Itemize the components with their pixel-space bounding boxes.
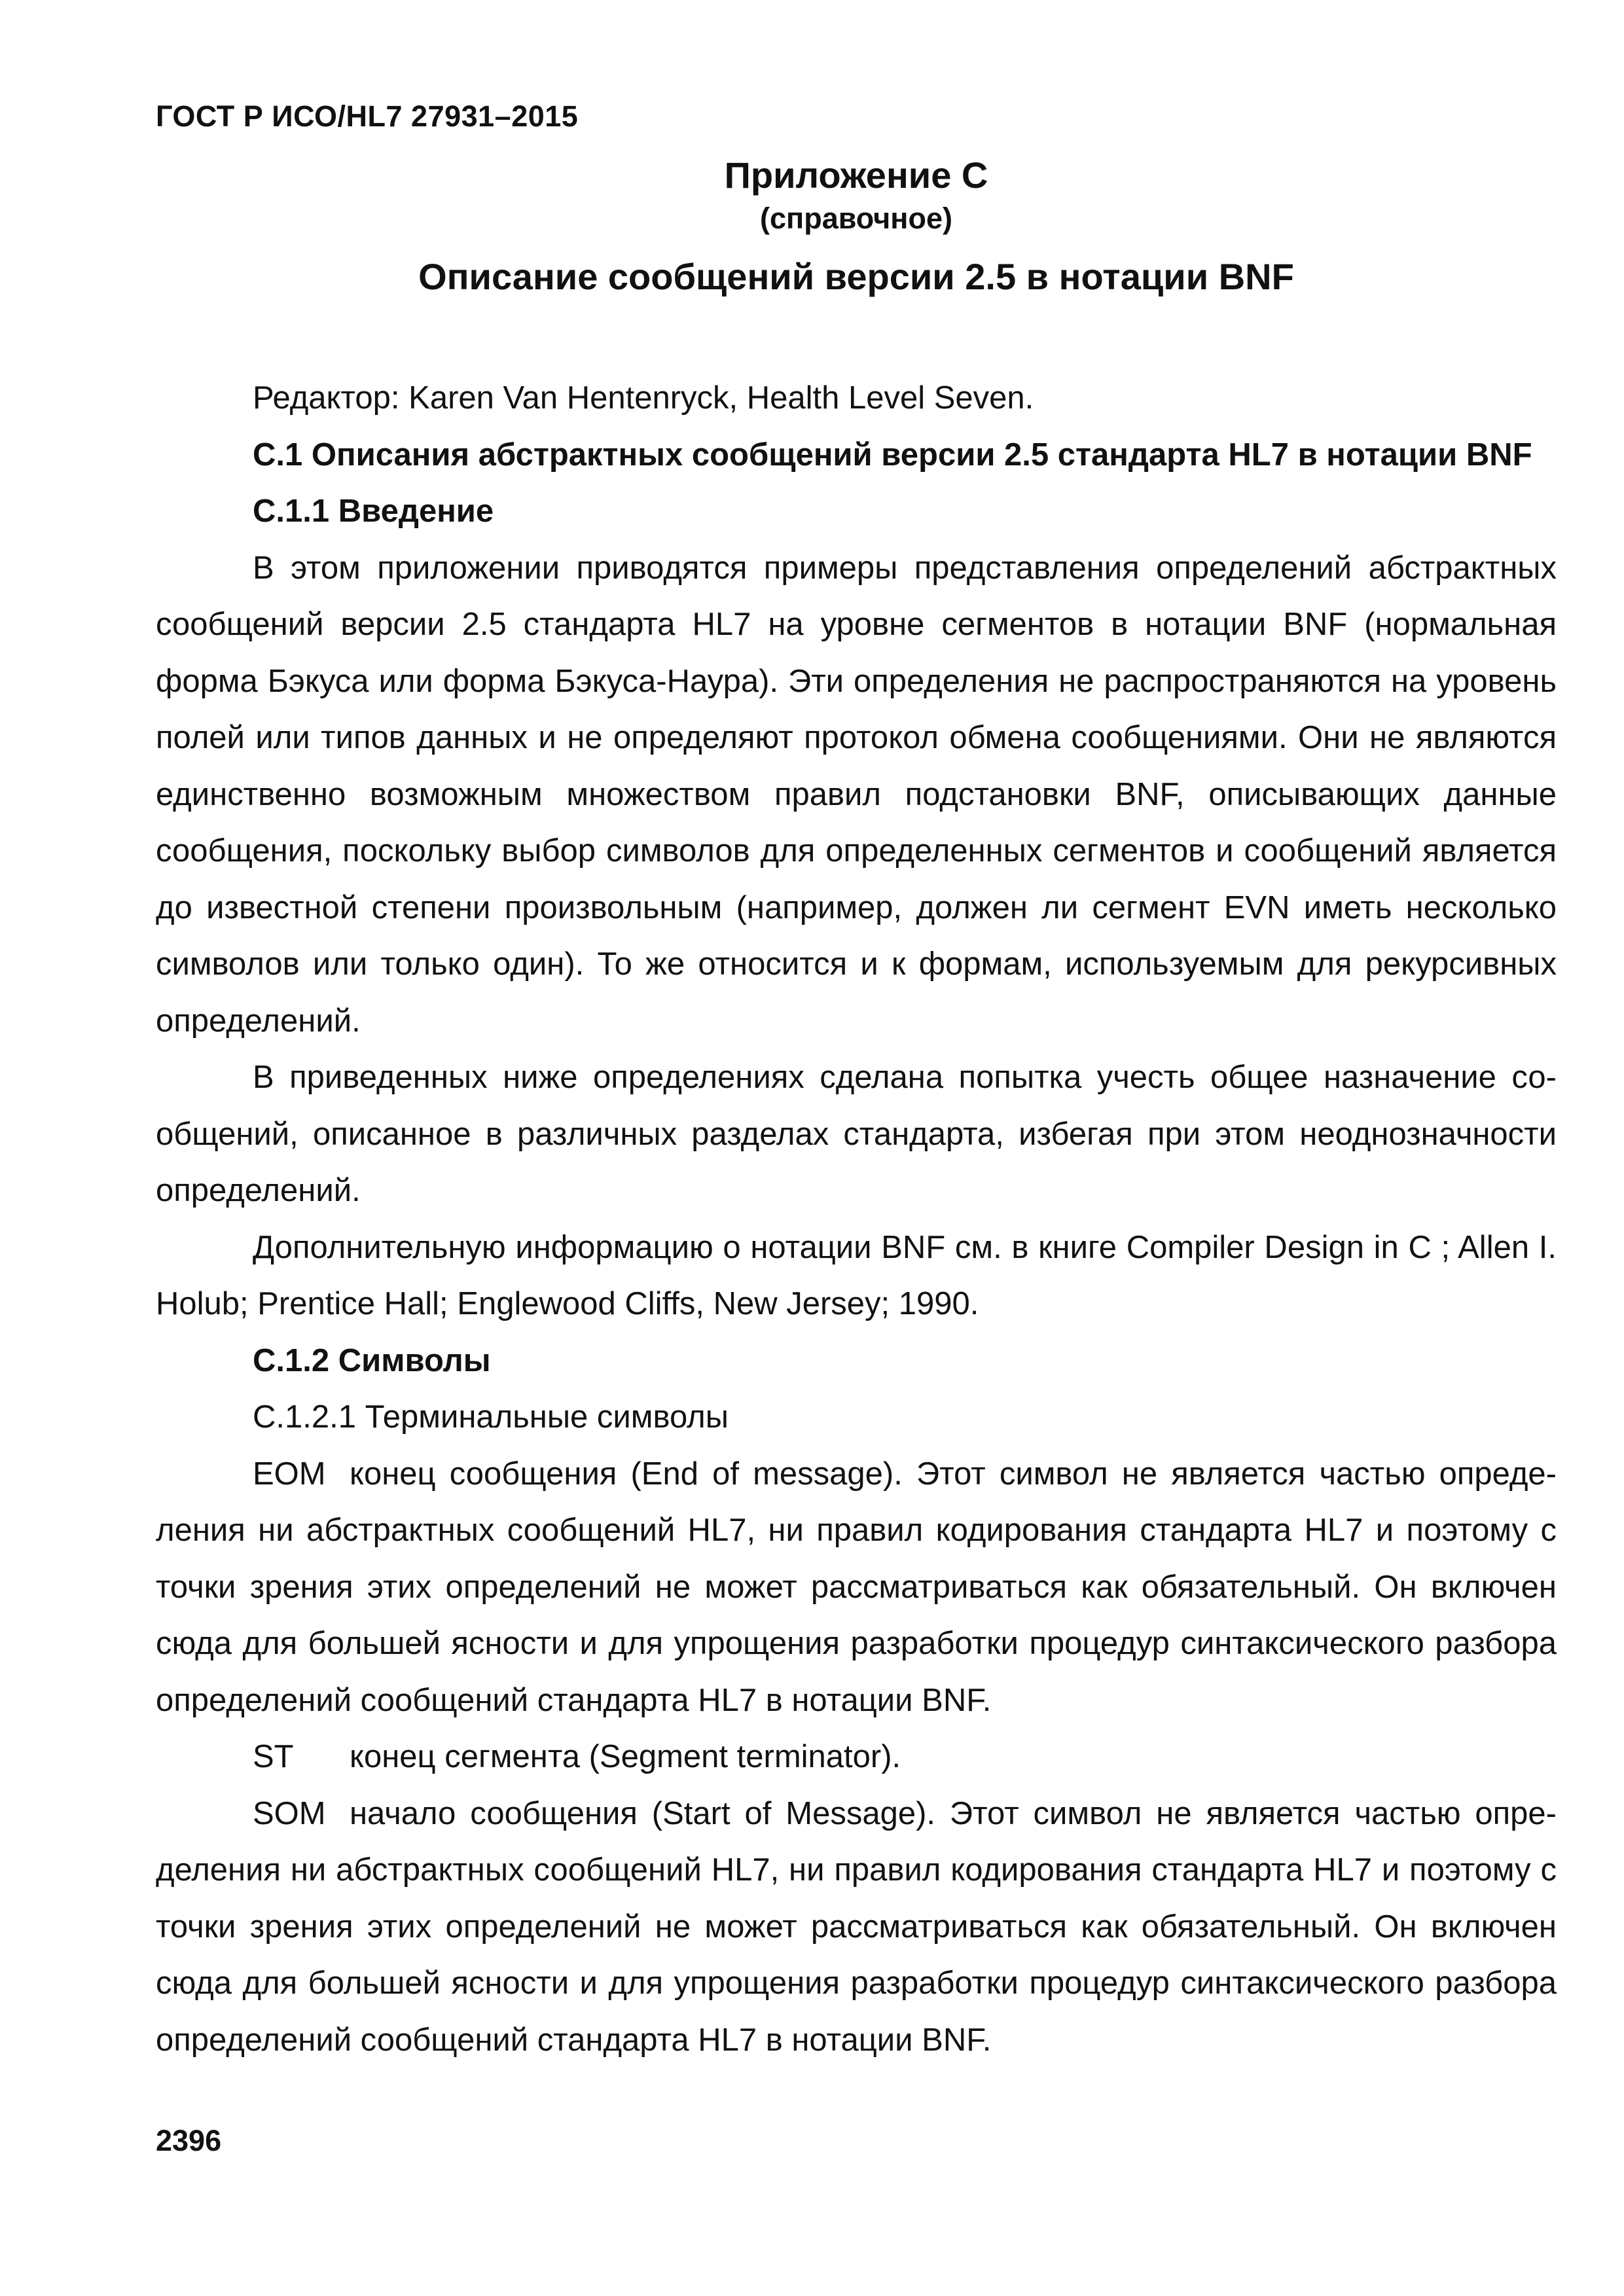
term-eom-paragraph (156, 1446, 1557, 1729)
annex-note: (справочное) (760, 202, 952, 235)
term-symbol: SOM (253, 1795, 326, 1831)
page-number: 2396 (156, 2124, 222, 2157)
term-st-paragraph (156, 1729, 1557, 1785)
annex-heading: Описание сообщений версии 2.5 в нотации BNF (418, 256, 1294, 297)
section-c1-2-1-heading: C.1.2.1 Терминальные символы (253, 1399, 729, 1435)
document-body (156, 370, 1557, 2068)
term-symbol: ST (253, 1739, 294, 1774)
intro-paragraph: В этом приложении приводятся примеры представления определений абстрактных сообщений версии 2.5 стандарта HL7 на уровне сегментов в нотации BNF (нормальная форма Бэкуса или форма Бэкуса-Наура). Эти определения не распространяются на уровень полей или типов данных и не определяют протокол обмена сообщениями. Они не являются единственно возможным множеством правил подстановки BNF, описывающих данные сообщения, поскольку выбор символов для определенных сегментов и сообщений является до известной степени произвольным (например, должен ли сегмент EVN иметь несколько символов или только один). То же относится и к формам, используемым для рекурсивных определений. (156, 550, 1557, 1039)
reference-paragraph: Дополнительную информацию о нотации BNF см. в книге Compiler Design in C ; Allen I. Holub; Prentice Hall; Englewood Cliffs, New Jersey; 1990. (156, 1229, 1557, 1321)
term-definition: конец сегмента (Segment terminator). (350, 1739, 901, 1774)
section-c1-2-heading: C.1.2 Символы (253, 1342, 491, 1378)
term-symbol: EOM (253, 1456, 326, 1492)
term-definition: начало сообщения (Start of Message). Этот символ не является частью определения ни абстрактных сообщений HL7, ни правил кодирования стандарта HL7 и поэтому с точки зрения этих определений не может рассматриваться как обязательный. Он включен сюда для большей ясности и для упрощения разработки процедур синтаксического разбора определений сообщений стандарта HL7 в нотации BNF. (156, 1795, 1557, 2058)
editor-line: Редактор: Karen Van Hentenryck, Health Level Seven. (253, 380, 1034, 416)
standard-code-header: ГОСТ Р ИСО/HL7 27931–2015 (156, 99, 579, 133)
annex-title: Приложение C (724, 154, 988, 196)
section-c1-1-heading: C.1.1 Введение (253, 493, 494, 529)
term-som-paragraph (156, 1785, 1557, 2069)
attempt-paragraph: В приведенных ниже определениях сделана попытка учесть общее назначение сообщений, описанное в различных разделах стандарта, избегая при этом неоднозначности определений. (156, 1060, 1557, 1208)
section-c1-heading: C.1 Описания абстрактных сообщений версии 2.5 стандарта HL7 в нотации BNF (253, 437, 1532, 473)
term-definition: конец сообщения (End of message). Этот символ не является частью определения ни абстрактных сообщений HL7, ни правил кодирования стандарта HL7 и поэтому с точки зрения этих определений не может рассматриваться как обязательный. Он включен сюда для большей ясности и для упрощения разработки процедур синтаксического разбора определений сообщений стандарта HL7 в нотации BNF. (156, 1456, 1557, 1718)
